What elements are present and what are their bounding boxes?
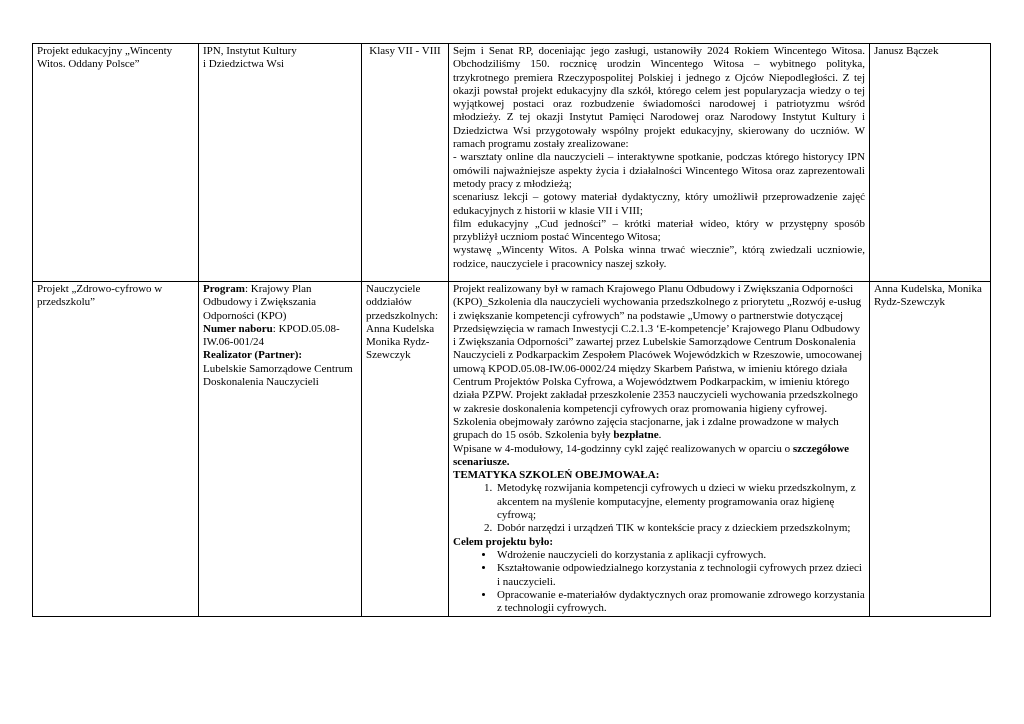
classes-text: Nauczyciele oddziałów przedszkolnych: Anna Kudelska Monika Rydz-Szewczyk xyxy=(366,283,439,362)
table-row xyxy=(33,282,991,617)
organizer-cell xyxy=(199,44,362,282)
description-text-end: . xyxy=(658,429,662,442)
list-item: • Opracowanie e-materiałów dydaktycznych oraz promowanie zdrowego korzystania z technologii cyfrowych. xyxy=(495,589,865,616)
cele-list xyxy=(453,549,865,615)
projects-table xyxy=(32,43,991,617)
description-paragraph xyxy=(453,283,865,443)
project-name: Projekt edukacyjny „Wincenty Witos. Oddany Polsce” xyxy=(37,45,173,71)
description-paragraph: - warsztaty online dla nauczycieli – interaktywne spotkanie, podczas którego historycy IPN omówili najważniejsze aspekty życia i działalności Wincentego Witosa oraz zaprezentowali metody pracy z młodzieżą; xyxy=(453,151,865,190)
project-name-cell xyxy=(33,282,199,617)
organizer-line-2: i Dziedzictwa Wsi xyxy=(203,58,285,71)
bezplatne-text: bezpłatne xyxy=(613,429,659,442)
organizer-cell xyxy=(199,282,362,617)
project-name-cell xyxy=(33,44,199,282)
person-name: Janusz Bączek xyxy=(874,45,939,57)
cele-heading: Celem projektu było: xyxy=(453,535,554,548)
description-paragraph: Sejm i Senat RP, doceniając jego zasługi, ustanowiły 2024 Rokiem Wincentego Witosa. Obchodziliśmy 150. rocznicę urodzin Wincentego Witosa – wybitnego polityka, trzykrotnego premiera Rzeczypospolitej Polskiej i jednego z Ojców Niepodległości. Z tej okazji powstał projekt edukacyjny dla szkół, którego celem jest popularyzacja wiedzy o tej wyjątkowej postaci oraz rozbudzenie świadomości narodowej i patriotyzmu wśród młodzieży. Z tej okazji Instytut Pamięci Narodowej oraz Narodowy Instytut Kultury i Dziedzictwa Wsi przygotowały wspólny projekt edukacyjny, skierowany do uczniów. W ramach programu zostały zrealizowane: xyxy=(453,45,865,151)
tematyka-heading: TEMATYKA SZKOLEŃ OBEJMOWAŁA: xyxy=(453,469,660,482)
realizator-label: Realizator (Partner): xyxy=(203,349,303,362)
description-text: Wpisane w 4-modułowy, 14-godzinny cykl zajęć realizowanych w oparciu o xyxy=(453,442,793,455)
program-value: : Krajowy Plan Odbudowy i Zwiększania Odporności (KPO) xyxy=(203,283,317,322)
project-name: Projekt „Zdrowo-cyfrowo w przedszkolu” xyxy=(37,283,163,309)
scenariusze-text: szczegółowe scenariusze. xyxy=(453,442,850,468)
description-paragraph: scenariusz lekcji – gotowy materiał dydaktyczny, który umożliwił przeprowadzenie zajęć edukacyjnych z historii w klasie VII i VIII; xyxy=(453,191,865,217)
list-item: 1. Metodykę rozwijania kompetencji cyfrowych u dzieci w wieku przedszkolnym, z akcentem na myślenie komputacyjne, elementy programowania oraz higienę cyfrową; xyxy=(495,482,865,522)
person-names: Anna Kudelska, Monika Rydz-Szewczyk xyxy=(874,283,982,309)
table-row xyxy=(33,44,991,282)
list-item: 2. Dobór narzędzi i urządzeń TIK w kontekście pracy z dzieckiem przedszkolnym; xyxy=(495,522,865,535)
classes-text: Klasy VII - VIII xyxy=(369,45,441,57)
description-text: Projekt realizowany był w ramach Krajowego Planu Odbudowy i Zwiększania Odporności (KPO)_Szkolenia dla nauczycieli wychowania przedszkolnego z priorytetu „Rozwój e-usług i zwiększanie kompetencji cyfrowych” na podstawie „Umowy o partnerstwie dotyczącej Przedsięwzięcia w ramach Inwestycji C.2.1.3 ‘E-kompetencje’ Krajowego Planu Odbudowy i Zwiększania Odporności” zawartej przez Lubelskie Samorządowe Centrum Doskonalenia Nauczycieli z Podkarpackim Zespołem Placówek Wojewódzkich w Rzeszowie, umocowanej umową KPOD.05.08-IW.06-0002/24 między Skarbem Państwa, w imieniu którego działa Centrum Projektów Polska Cyfrowa, a Województwem Podkarpackim, w imieniu którego działa PZPW. Projekt zakładał przeszkolenie 2353 nauczycieli wychowania przedszkolnego w zakresie doskonalenia kompetencji cyfrowych oraz promowania higieny cyfrowej. Szkolenia obejmowały zarówno zajęcia stacjonarne, jak i zdalne prowadzone w małych grupach do 15 osób. Szkolenia były xyxy=(453,283,863,442)
person-cell xyxy=(870,282,991,617)
nabor-label: Numer naboru xyxy=(203,322,273,335)
program-label: Program xyxy=(203,283,245,295)
description-paragraph xyxy=(453,443,865,470)
organizer-line-1: IPN, Instytut Kultury xyxy=(203,45,297,57)
nabor-value: : KPOD.05.08-IW.06-001/24 xyxy=(203,322,340,349)
list-item: • Kształtowanie odpowiedzialnego korzystania z technologii cyfrowych przez dzieci i nauczycieli. xyxy=(495,562,865,589)
classes-cell xyxy=(362,282,449,617)
classes-cell xyxy=(362,44,449,282)
description-cell xyxy=(449,282,870,617)
list-item: • Wdrożenie nauczycieli do korzystania z aplikacji cyfrowych. xyxy=(495,549,865,562)
description-cell xyxy=(449,44,870,282)
description-paragraph: film edukacyjny „Cud jedności” – krótki materiał wideo, który w przystępny sposób przybliżył uczniom postać Wincentego Witosa; xyxy=(453,217,865,244)
person-cell xyxy=(870,44,991,282)
realizator-value: Lubelskie Samorządowe Centrum Doskonalenia Nauczycieli xyxy=(203,362,353,389)
tematyka-list xyxy=(453,482,865,535)
description-paragraph: wystawę „Wincenty Witos. A Polska winna trwać wiecznie”, którą zwiedzali uczniowie, rodzice, nauczyciele i pracownicy naszej szkoły. xyxy=(453,244,865,270)
